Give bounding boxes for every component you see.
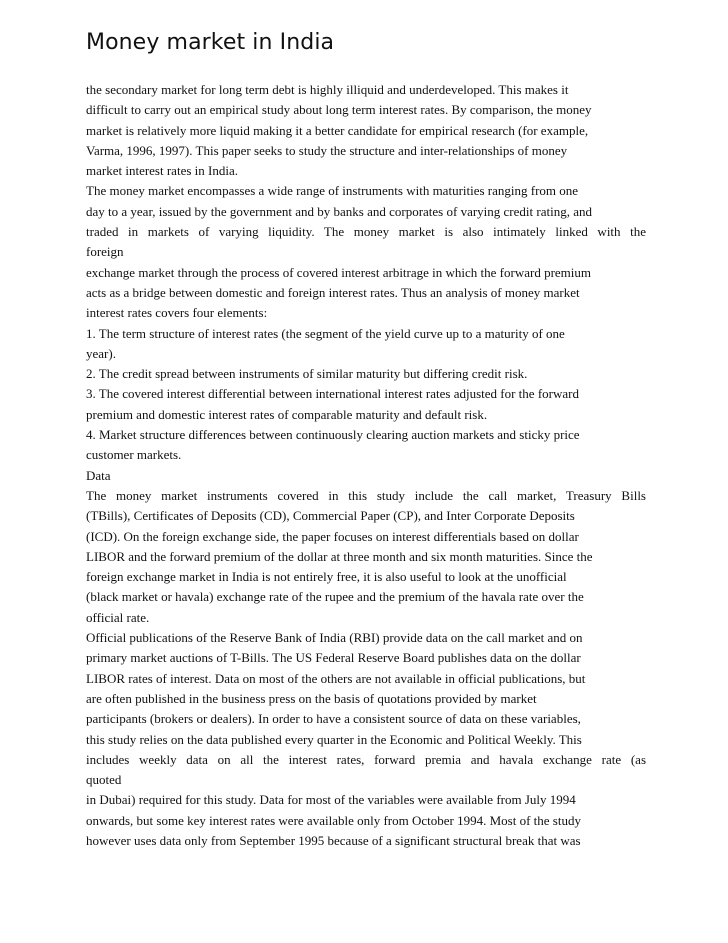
document-title: Money market in India — [86, 30, 335, 55]
document-body — [86, 80, 646, 851]
body-line: however uses data only from September 1995 because of a significant structural break that was — [86, 832, 581, 848]
body-line: Varma, 1996, 1997). This paper seeks to study the structure and inter-relationships of money — [86, 142, 568, 158]
body-line: year). — [86, 345, 116, 361]
body-line: 2. The credit spread between instruments of similar maturity but differing credit risk. — [86, 366, 528, 382]
body-line: market interest rates in India. — [86, 163, 238, 179]
body-line: 3. The covered interest differential between international interest rates adjusted for the forward — [86, 386, 579, 402]
body-line: this study relies on the data published every quarter in the Economic and Political Weekly. This — [86, 731, 582, 747]
body-line: traded in markets of varying liquidity. The money market is also intimately linked with the — [86, 224, 646, 240]
body-line: participants (brokers or dealers). In order to have a consistent source of data on these variables, — [86, 711, 581, 727]
body-line: onwards, but some key interest rates were available only from October 1994. Most of the study — [86, 812, 581, 828]
body-line: (black market or havala) exchange rate of the rupee and the premium of the havala rate over the — [86, 589, 584, 605]
body-line: (TBills), Certificates of Deposits (CD), Commercial Paper (CP), and Inter Corporate Deposits — [86, 508, 575, 524]
body-line: includes weekly data on all the interest rates, forward premia and havala exchange rate (as — [86, 751, 646, 767]
body-line: LIBOR rates of interest. Data on most of the others are not available in official publications, but — [86, 670, 586, 686]
body-line: LIBOR and the forward premium of the dollar at three month and six month maturities. Since the — [86, 548, 593, 564]
body-line: Official publications of the Reserve Bank of India (RBI) provide data on the call market and on — [86, 630, 583, 646]
body-line: the secondary market for long term debt is highly illiquid and underdeveloped. This makes it — [86, 82, 569, 97]
body-line: (ICD). On the foreign exchange side, the paper focuses on interest differentials based on dollar — [86, 528, 579, 544]
body-line: foreign — [86, 244, 124, 260]
body-line: customer markets. — [86, 447, 182, 463]
body-line: exchange market through the process of covered interest arbitrage in which the forward premium — [86, 264, 592, 280]
body-line: The money market instruments covered in this study include the call market, Treasury Bills — [86, 487, 646, 503]
document-page — [86, 28, 646, 851]
body-line: are often published in the business press on the basis of quotations provided by market — [86, 690, 537, 706]
body-line: premium and domestic interest rates of comparable maturity and default risk. — [86, 406, 488, 422]
body-line: foreign exchange market in India is not entirely free, it is also useful to look at the unofficial — [86, 569, 567, 585]
body-line: acts as a bridge between domestic and foreign interest rates. Thus an analysis of money market — [86, 284, 580, 300]
body-line: 1. The term structure of interest rates (the segment of the yield curve up to a maturity of one — [86, 325, 565, 341]
body-line: The money market encompasses a wide range of instruments with maturities ranging from one — [86, 183, 579, 199]
body-line: interest rates covers four elements: — [86, 305, 268, 321]
body-line: difficult to carry out an empirical study about long term interest rates. By comparison, the money — [86, 102, 592, 118]
body-line: day to a year, issued by the government and by banks and corporates of varying credit rating, and — [86, 203, 592, 219]
body-line: market is relatively more liquid making it a better candidate for empirical research (for example, — [86, 122, 589, 138]
body-line: official rate. — [86, 609, 150, 625]
body-line: quoted — [86, 772, 122, 788]
body-line: primary market auctions of T-Bills. The US Federal Reserve Board publishes data on the dollar — [86, 650, 581, 666]
body-line: 4. Market structure differences between continuously clearing auction markets and sticky price — [86, 427, 580, 443]
body-line: in Dubai) required for this study. Data for most of the variables were available from July 1994 — [86, 792, 576, 808]
section-heading-data: Data — [86, 467, 111, 483]
